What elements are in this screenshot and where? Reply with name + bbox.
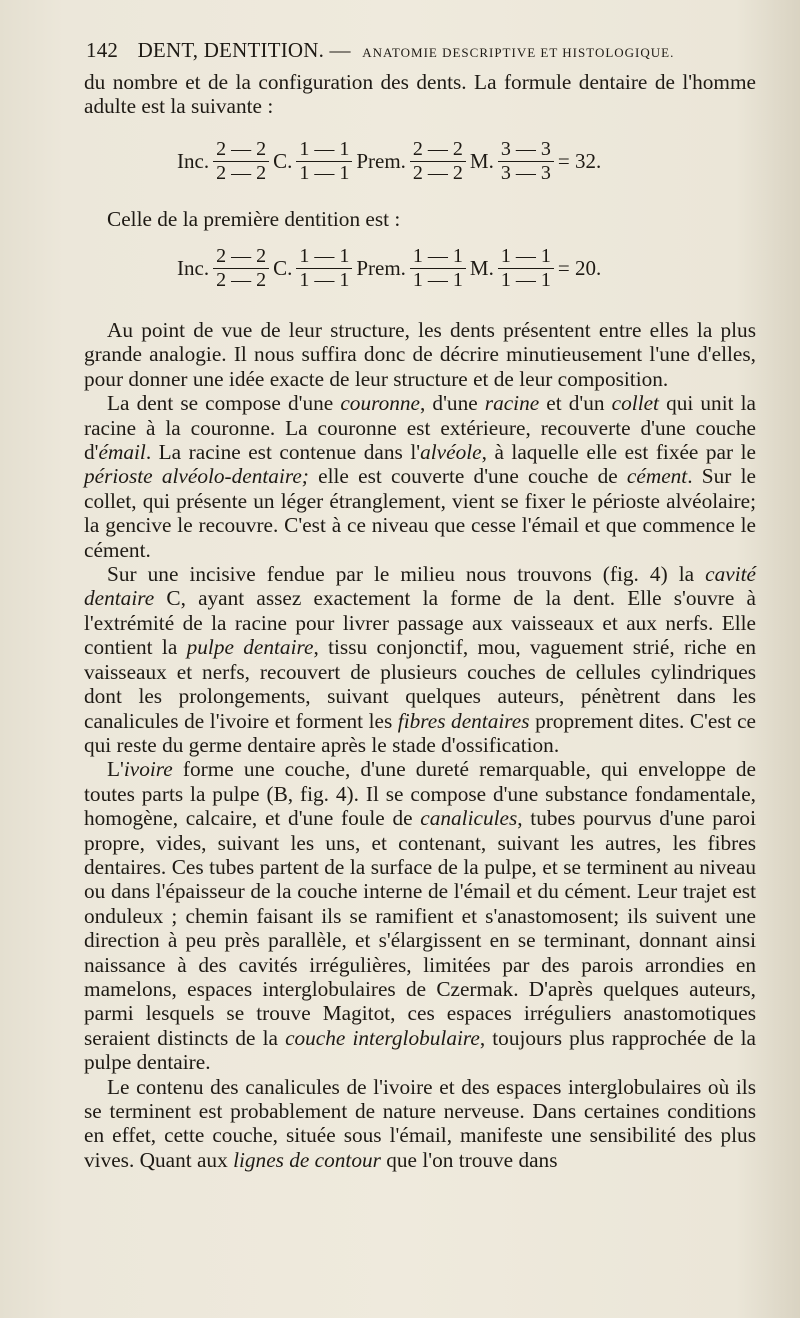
formula-first xyxy=(176,245,602,292)
page-number: 142 xyxy=(86,38,119,62)
paragraph-contenu-canalicules: Le contenu des canalicules de l'ivoire et des espaces interglobulaires où ils se terminent est probablement de nature nerveuse. Dans certaines conditions en effet, cette couche, située sous l'émail, manifeste une sensibilité des plus vives. Quant aux lignes de contour que l'on trouve dans xyxy=(84,1074,756,1172)
running-header xyxy=(86,38,756,68)
formula-m-label: M. xyxy=(469,256,494,280)
formula-inc-fraction: $\frac{2 — 2}{2 — 2}$ xyxy=(213,138,269,185)
intro-text: du nombre et de la configuration des dents. La formule dentaire de l'homme adulte est la suivante : xyxy=(84,70,756,119)
formula-m-fraction: $\frac{1 — 1}{1 — 1}$ xyxy=(498,245,554,292)
formula-inc-fraction: $\frac{2 — 2}{2 — 2}$ xyxy=(213,245,269,292)
formula-total: = 20. xyxy=(557,256,602,280)
body-text xyxy=(84,318,756,1172)
header-section: ANATOMIE DESCRIPTIVE ET HISTOLOGIQUE. xyxy=(362,45,675,60)
formula-prem-label: Prem. xyxy=(356,149,406,173)
formula-adult xyxy=(176,138,602,185)
formula-c-label: C. xyxy=(273,149,293,173)
formula-inc-label: Inc. xyxy=(177,256,210,280)
first-dentition-intro xyxy=(84,207,756,231)
formula-c-fraction: $\frac{1 — 1}{1 — 1}$ xyxy=(296,138,352,185)
formula-prem-label: Prem. xyxy=(356,256,406,280)
formula-c-fraction: $\frac{1 — 1}{1 — 1}$ xyxy=(296,245,352,292)
formula-m-label: M. xyxy=(469,149,494,173)
header-dash: — xyxy=(329,38,351,62)
paragraph-ivoire: L'ivoire forme une couche, d'une dureté remarquable, qui enveloppe de toutes parts la pulpe (B, fig. 4). Il se compose d'une substance fondamentale, homogène, calcaire, et d'une foule de canalicules, tubes pourvus d'une paroi propre, vides, suivant les uns, et contenant, suivant les autres, les fibres dentaires. Ces tubes partent de la surface de la pulpe, et se terminent au niveau ou dans l'épaisseur de la couche interne de l'émail et du cément. Leur trajet est onduleux ; chemin faisant ils se ramifient et s'anastomosent; ils suivent une direction à peu près parallèle, et s'élargissent en se terminant, donnant ainsi naissance à des cavités irrégulières, limitées par des parois arrondies en mamelons, espaces interglobulaires de Czermak. D'après quelques auteurs, parmi lesquels se trouve Magitot, ces espaces irréguliers anastomotiques seraient distincts de la couche interglobulaire, toujours plus rapprochée de la pulpe dentaire. xyxy=(84,757,756,1075)
header-title: DENT, DENTITION. xyxy=(137,38,325,62)
formula-prem-fraction: $\frac{1 — 1}{1 — 1}$ xyxy=(410,245,466,292)
paragraph-structure: Au point de vue de leur structure, les dents présentent entre elles la plus grande analogie. Il nous suffira donc de décrire minutieusement l'une d'elles, pour donner une idée exacte de leur structure et de leur composition. xyxy=(84,318,756,391)
intro-paragraph xyxy=(84,70,756,119)
paragraph-dent-composition: La dent se compose d'une couronne, d'une racine et d'un collet qui unit la racine à la couronne. La couronne est extérieure, recouverte d'une couche d'émail. La racine est contenue dans l'alvéole, à laquelle elle est fixée par le périoste alvéolo-dentaire; elle est couverte d'une couche de cément. Sur le collet, qui présente un léger étranglement, vient se fixer le périoste alvéolaire; la gencive le recouvre. C'est à ce niveau que cesse l'émail et que commence le cément. xyxy=(84,391,757,562)
paragraph-cavite-dentaire: Sur une incisive fendue par le milieu nous trouvons (fig. 4) la cavité dentaire C, ayant assez exactement la forme de la dent. Elle s'ouvre à l'extrémité de la racine pour livrer passage aux vaisseaux et aux nerfs. Elle contient la pulpe dentaire, tissu conjonctif, mou, vaguement strié, riche en vaisseaux et nerfs, recouvert de plusieurs couches de cellules cylindriques dont les prolongements, suivant quelques auteurs, pénètrent dans les canalicules de l'ivoire et forment les fibres dentaires proprement dites. C'est ce qui reste du germe dentaire après le stade d'ossification. xyxy=(84,562,757,757)
formula-total: = 32. xyxy=(557,149,602,173)
formula-prem-fraction: $\frac{2 — 2}{2 — 2}$ xyxy=(410,138,466,185)
first-dentition-text: Celle de la première dentition est : xyxy=(107,207,401,231)
formula-inc-label: Inc. xyxy=(177,149,210,173)
formula-m-fraction: $\frac{3 — 3}{3 — 3}$ xyxy=(498,138,554,185)
formula-c-label: C. xyxy=(273,256,293,280)
